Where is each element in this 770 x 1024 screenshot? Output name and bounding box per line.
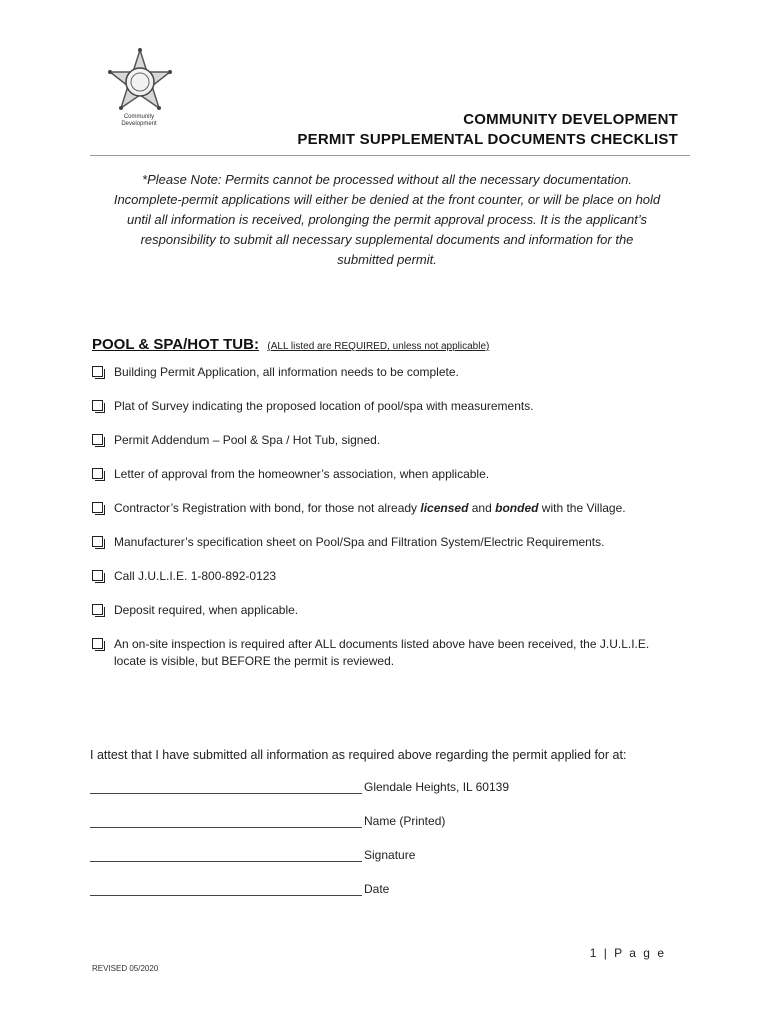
checkbox[interactable]: [92, 366, 103, 377]
please-note: *Please Note: Permits cannot be processed without all the necessary documentation. Incomplete-permit applications will either be denied at the front counter, or will be place on hold until all information is received, prolonging the permit approval process. It is the applicant’s responsibility to submit all necessary supplemental documents and information for the submitted permit.: [113, 172, 661, 267]
star-badge-icon: [100, 44, 180, 124]
checklist-item: An on-site inspection is required after ALL documents listed above have been received, the J.U.L.I.E. locate is visible, but BEFORE the permit is reviewed.: [92, 636, 692, 670]
revision-date: REVISED 05/2020: [92, 964, 159, 973]
logo-caption: Community Development: [121, 114, 157, 127]
address-field[interactable]: [90, 793, 362, 794]
checkbox[interactable]: [92, 434, 103, 445]
checklist-item: Call J.U.L.I.E. 1-800-892-0123: [92, 568, 692, 584]
checkbox[interactable]: [92, 468, 103, 479]
checklist-item: Manufacturer’s specification sheet on Pool/Spa and Filtration System/Electric Requirements.: [92, 534, 692, 550]
date-field[interactable]: [90, 895, 362, 896]
checklist-item: Building Permit Application, all information needs to be complete.: [92, 364, 692, 380]
checkbox[interactable]: [92, 536, 103, 547]
checklist-item: Deposit required, when applicable.: [92, 602, 692, 618]
section-subtitle: (ALL listed are REQUIRED, unless not applicable): [267, 341, 490, 352]
checklist-item: Contractor’s Registration with bond, for those not already licensed and bonded with the Village.: [92, 500, 692, 516]
checklist-item: Plat of Survey indicating the proposed location of pool/spa with measurements.: [92, 398, 692, 414]
section-heading: [92, 336, 489, 354]
department-title: COMMUNITY DEVELOPMENT: [463, 111, 678, 128]
attestation-statement: I attest that I have submitted all information as required above regarding the permit applied for at:: [90, 748, 627, 762]
document-header: [297, 110, 678, 150]
checkbox[interactable]: [92, 604, 103, 615]
checklist-title: PERMIT SUPPLEMENTAL DOCUMENTS CHECKLIST: [297, 131, 678, 148]
checkbox[interactable]: [92, 502, 103, 513]
section-title: POOL & SPA/HOT TUB:: [92, 336, 259, 353]
date-line: Date: [90, 882, 530, 896]
page-number: 1 | P a g e: [589, 946, 666, 960]
name-field[interactable]: [90, 827, 362, 828]
checkbox[interactable]: [92, 400, 103, 411]
village-logo: [100, 44, 180, 132]
checkbox[interactable]: [92, 570, 103, 581]
signature-field[interactable]: [90, 861, 362, 862]
header-divider: [90, 155, 690, 156]
checklist-item: Permit Addendum – Pool & Spa / Hot Tub, signed.: [92, 432, 692, 448]
checkbox[interactable]: [92, 638, 103, 649]
requirements-checklist: [92, 364, 692, 688]
signature-line: Signature: [90, 848, 530, 862]
name-line: Name (Printed): [90, 814, 530, 828]
address-line: Glendale Heights, IL 60139: [90, 780, 530, 794]
checklist-item: Letter of approval from the homeowner’s association, when applicable.: [92, 466, 692, 482]
